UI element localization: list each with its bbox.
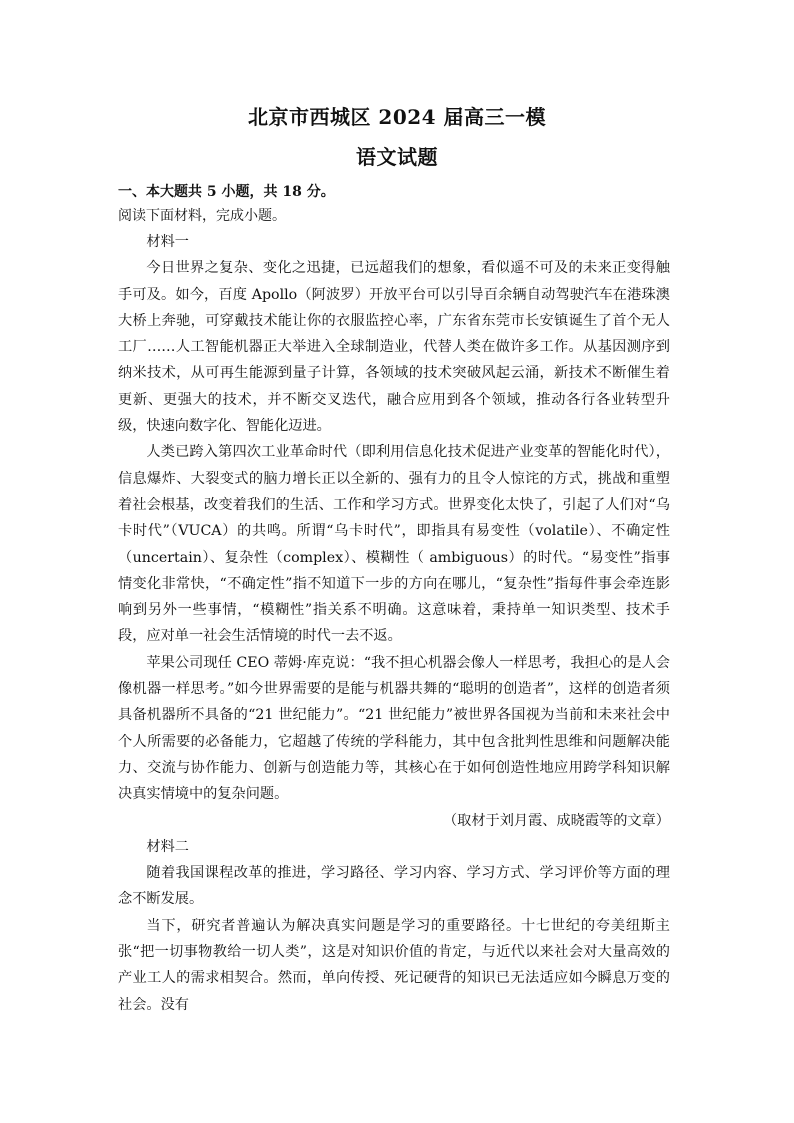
section-instruction: 阅读下面材料，完成小题。 (118, 208, 286, 224)
exam-subtitle: 语文试题 (356, 145, 438, 169)
exam-title: 北京市西城区 2024 届高三一模 (247, 105, 547, 129)
material-1-source: （取材于刘月霞、成晓霞等的文章） (442, 812, 670, 829)
reading-material (118, 229, 670, 1018)
material-1-paragraph-3: 苹果公司现任 CEO 蒂姆·库克说：“我不担心机器会像人一样思考，我担心的是人会像机器一样思考。”如今世界需要的是能与机器共舞的“聪明的创造者”，这样的创造者须具备机器所不具备的“21 世纪能力”。“21 世纪能力”被世界各国视为当前和未来社会中个人所需要的必备能力，它超越了传统的学科能力，其中包含批判性思维和问题解决能力、交流与协作能力、创新与创造能力等，其核心在于如何创造性地应用跨学科知识解决真实情境中的复杂问题。 (118, 654, 670, 803)
material-1-paragraph-2: 人类已跨入第四次工业革命时代（即利用信息化技术促进产业变革的智能化时代），信息爆炸、大裂变式的脑力增长正以全新的、强有力的且令人惊诧的方式，挑战和重塑着社会根基，改变着我们的生活、工作和学习方式。世界变化太快了，引起了人们对“乌卡时代”（VUCA）的共鸣。所谓“乌卡时代”，即指具有易变性（volatile）、不确定性（uncertain）、复杂性（complex）、模糊性（ ambiguous）的时代。“易变性”指事情变化非常快，“不确定性”指不知道下一步的方向在哪儿，“复杂性”指每件事会牵连影响到另外一些事情，“模糊性”指关系不明确。这意味着，秉持单一知识类型、技术手段，应对单一社会生活情境的时代一去不返。 (118, 444, 670, 645)
material-2-paragraph-2: 当下，研究者普遍认为解决真实问题是学习的重要路径。十七世纪的夸美纽斯主张“把一切事物教给一切人类”，这是对知识价值的肯定，与近代以来社会对大量高效的产业工人的需求相契合。然而，单向传授、死记硬背的知识已无法适应如今瞬息万变的社会。没有 (118, 917, 670, 1013)
material-2-label: 材料二 (146, 838, 189, 855)
material-2-paragraph-1: 随着我国课程改革的推进，学习路径、学习内容、学习方式、学习评价等方面的理念不断发展。 (118, 865, 670, 908)
section-heading: 一、本大题共 5 小题，共 18 分。 (118, 184, 335, 200)
material-1-label: 材料一 (146, 234, 189, 250)
material-1-paragraph-1: 今日世界之复杂、变化之迅捷，已远超我们的想象，看似遥不可及的未来正变得触手可及。如今，百度 Apollo（阿波罗）开放平台可以引导百余辆自动驾驶汽车在港珠澳大桥上奔驰，可穿戴技术能让你的衣服监控心率，广东省东莞市长安镇诞生了首个无人工厂……人工智能机器正大举进入全球制造业，代替人类在做许多工作。从基因测序到纳米技术，从可再生能源到量子计算，各领域的技术突破风起云涌，新技术不断催生着更新、更强大的技术，并不断交叉迭代，融合应用到各个领域，推动各行各业转型升级，快速向数字化、智能化迈进。 (118, 260, 670, 435)
